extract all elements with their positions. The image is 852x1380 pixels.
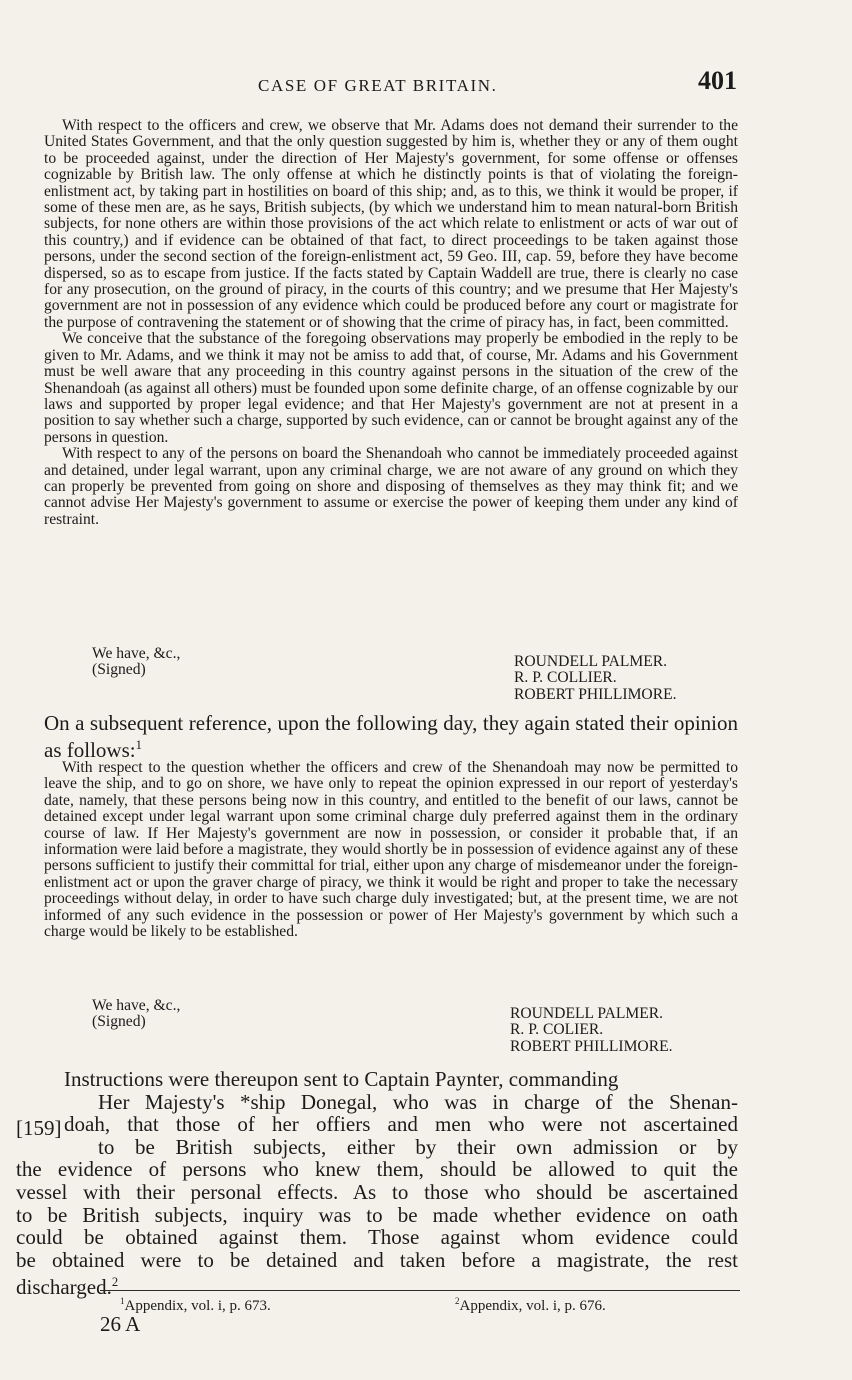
footnote-mark: 1 [135, 738, 142, 752]
signer-name: R. P. COLLIER. [514, 669, 617, 687]
signer-name: ROBERT PHILLIMORE. [514, 685, 677, 703]
footnote-number: 2 [455, 1296, 460, 1306]
margin-page-reference: [159] [16, 1116, 62, 1140]
text-line: the evidence of persons who knew them, should be allowed to quit the [16, 1157, 738, 1182]
report-one-paragraph-3: With respect to any of the persons on board the Shenandoah who cannot be immediately proceeded against and detained, under legal warrant, upon any criminal charge, we are not aware of any ground on which they can properly be prevented from going on shore and disposing of themselves as they may think fit; and we cannot advise Her Majesty's government to assume or exercise the power of keeping them under any kind of restraint. [44, 445, 738, 528]
text-line: Instructions were thereupon sent to Captain Paynter, commanding [64, 1067, 619, 1091]
intro-paragraph [44, 712, 738, 761]
text-line: vessel with their personal effects. As to those who should be ascertained [16, 1179, 738, 1204]
text-line: doah, that those of her offiers and men who were not ascertained [64, 1112, 738, 1137]
footnote-1 [120, 1296, 271, 1315]
report-two [44, 760, 738, 940]
report-one-paragraph-1: With respect to the officers and crew, we observe that Mr. Adams does not demand their surrender to the United States Government, and that the only question suggested by him is, whether they or any of them ought to be proceeded against, under the direction of Her Majesty's government, for some offense or offenses cognizable by British law. The only offense at which he distinctly points is that of violating the foreign-enlistment act, by taking part in hostilities on board of this ship; and, as to this, we think it would be proper, if some of these men are, as he says, British subjects, (by which we understand him to mean natural-born British subjects, for none others are within those provisions of the act which relate to enlistment or acts of war out of this country,) and if evidence can be obtained of that fact, to direct proceedings to be taken against those persons, under the second section of the foreign-enlistment act, 59 Geo. III, cap. 59, before they have become dispersed, so as to escape from justice. If the facts stated by Captain Waddell are true, there is clearly no case for any prosecution, on the ground of piracy, in the courts of this country; and we presume that Her Majesty's government are not in possession of any evidence which could be produced before any court or magistrate for the purpose of contravening the statement or of showing that the crime of piracy has, in fact, been committed. [44, 117, 738, 331]
footnote-number: 1 [120, 1296, 125, 1306]
page-number: 401 [698, 66, 737, 95]
signer-name: ROUNDELL PALMER. [510, 1005, 664, 1022]
footnote-mark: 2 [111, 1275, 119, 1290]
text-line: to be British subjects, inquiry was to be made whether evidence on oath [16, 1202, 738, 1227]
closing-formula: We have, &c., [92, 645, 181, 662]
closing-formula: We have, &c., [92, 997, 181, 1014]
footnote-text: Appendix, vol. i, p. 676. [459, 1298, 606, 1314]
text-line: to be British subjects, either by their own admission or by [98, 1134, 738, 1159]
printer-signature-mark: 26 A [100, 1312, 141, 1336]
footnote-rule [100, 1290, 740, 1291]
instructions-paragraph [16, 1068, 738, 1299]
report-one-paragraph-2: We conceive that the substance of the foregoing observations may properly be embodied in the reply to be given to Mr. Adams, and we think it may not be amiss to add that, of course, Mr. Adams and his Government must be well aware that any proceeding in this country against persons in the situation of the crew of the Shenandoah (as against all others) must be founded upon some definite charge, of an offense cognizable by our laws and supported by proper legal evidence; and that Her Majesty's government are not at present in a position to say whether such a charge, supported by such evidence, can or cannot be brought against any of the persons in question. [44, 330, 739, 446]
text-line: Her Majesty's *ship Donegal, who was in charge of the Shenan- [98, 1089, 738, 1114]
text-line: could be obtained against them. Those against whom evidence could [16, 1225, 738, 1250]
report-two-paragraph-1: With respect to the question whether the officers and crew of the Shenandoah may now be permitted to leave the ship, and to go on shore, we have only to repeat the opinion expressed in our report of yesterday's date, namely, that these persons being now in this country, and entitled to the benefit of our laws, cannot be detained except under legal warrant upon some criminal charge duly preferred against them in the ordinary course of law. If Her Majesty's government are now in possession, or consider it probable that, if an information were laid before a magistrate, they would shortly be in possession of evidence against any of these persons sufficient to justify their committal for trial, either upon any charge of misdemeanor under the foreign-enlistment act or upon the graver charge of piracy, we think it would be right and proper to take the necessary proceedings without delay, in order to have such charge duly investigated; but, at the present time, we are not informed of any such evidence in the possession or power of Her Majesty's government by which such a charge would be likely to be established. [44, 759, 738, 941]
signed-label: (Signed) [92, 1013, 146, 1030]
signer-name: ROUNDELL PALMER. [514, 653, 668, 670]
running-title: CASE OF GREAT BRITAIN. [258, 76, 498, 95]
signed-label: (Signed) [92, 661, 146, 678]
footnote-2 [455, 1296, 606, 1315]
signers-list [510, 1006, 673, 1055]
text-line [16, 1271, 738, 1299]
signers-list [514, 654, 677, 703]
footnote-text: Appendix, vol. i, p. 673. [124, 1298, 271, 1314]
report-one [44, 118, 738, 528]
last-line-text: discharged. [16, 1275, 112, 1300]
signature-block-2 [44, 998, 738, 1064]
running-head [0, 66, 852, 100]
signature-block-1 [44, 646, 738, 712]
intro-text: On a subsequent reference, upon the following day, they again stated their opinion as follows: [44, 711, 738, 762]
signer-name: ROBERT PHILLIMORE. [510, 1037, 673, 1055]
signer-name: R. P. COLIER. [510, 1021, 604, 1039]
text-line: be obtained were to be detained and taken before a magistrate, the rest [16, 1247, 738, 1272]
